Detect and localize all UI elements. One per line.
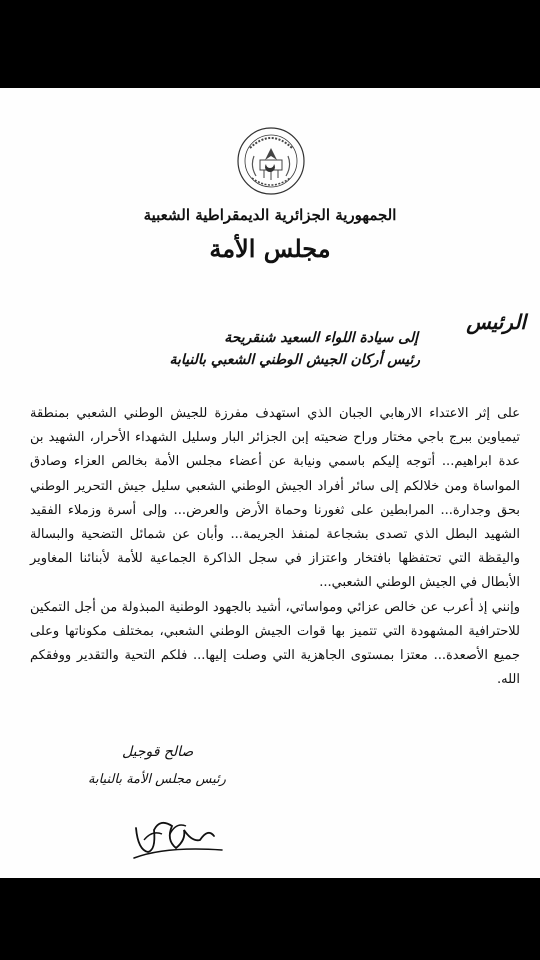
republic-heading: الجمهورية الجزائرية الديمقراطية الشعبية: [143, 206, 397, 224]
president-label: الرئيس: [466, 310, 526, 334]
signatory-title: رئيس مجلس الأمة بالنيابة: [88, 772, 226, 787]
council-heading: مجلس الأمة: [209, 234, 331, 263]
signatory-name: صالح قوجيل: [122, 744, 194, 760]
handwritten-signature: [126, 800, 236, 870]
national-seal-emblem: [236, 126, 306, 196]
body-paragraph-2: وإنني إذ أعرب عن خالص عزائي ومواساتي، أشيد بالجهود الوطنية المبذولة من أجل التمكين للاحترافية المشهودة التي تتميز بها قوات الجيش الوطني الشعبي، بمختلف مكوناتها وعلى جميع الأصعدة... معتزا بمستوى الجاهزية التي وصلت إليها... فلكم التحية والتقدير ووفقكم الله.: [30, 599, 520, 688]
recipient-name: إلى سيادة اللواء السعيد شنقريحة: [224, 330, 418, 346]
recipient-title: رئيس أركان الجيش الوطني الشعبي بالنيابة: [169, 352, 420, 368]
letter-body: [30, 402, 520, 692]
body-paragraph-1: على إثر الاعتداء الارهابي الجبان الذي استهدف مفرزة للجيش الوطني الشعبي بمنطقة تيمياوين ببرج باجي مختار وراح ضحيته إبن الجزائر البار وسليل الشهداء الأحرار، الشهيد بن عدة ابراهيم... أتوجه إليكم باسمي ونيابة عن أعضاء مجلس الأمة بخالص العزاء وصادق المواساة ومن خلالكم إلى سائر أفراد الجيش الوطني الشعبي سليل جيش التحرير الوطني بحق وجدارة... المرابطين على ثغورنا وحماة الأرض والعرض... وإلى أسرة وزملاء الفقيد الشهيد البطل الذي تصدى بشجاعة لمنفذ الجريمة... وأبان عن شمائل التضحية والبسالة واليقظة التي تحتفظها بافتخار واعتزاز في سجل الذاكرة الجماعية للأمة لأبنائنا المغاوير الأبطال في الجيش الوطني الشعبي...: [30, 406, 520, 591]
letter-page: [0, 88, 540, 878]
